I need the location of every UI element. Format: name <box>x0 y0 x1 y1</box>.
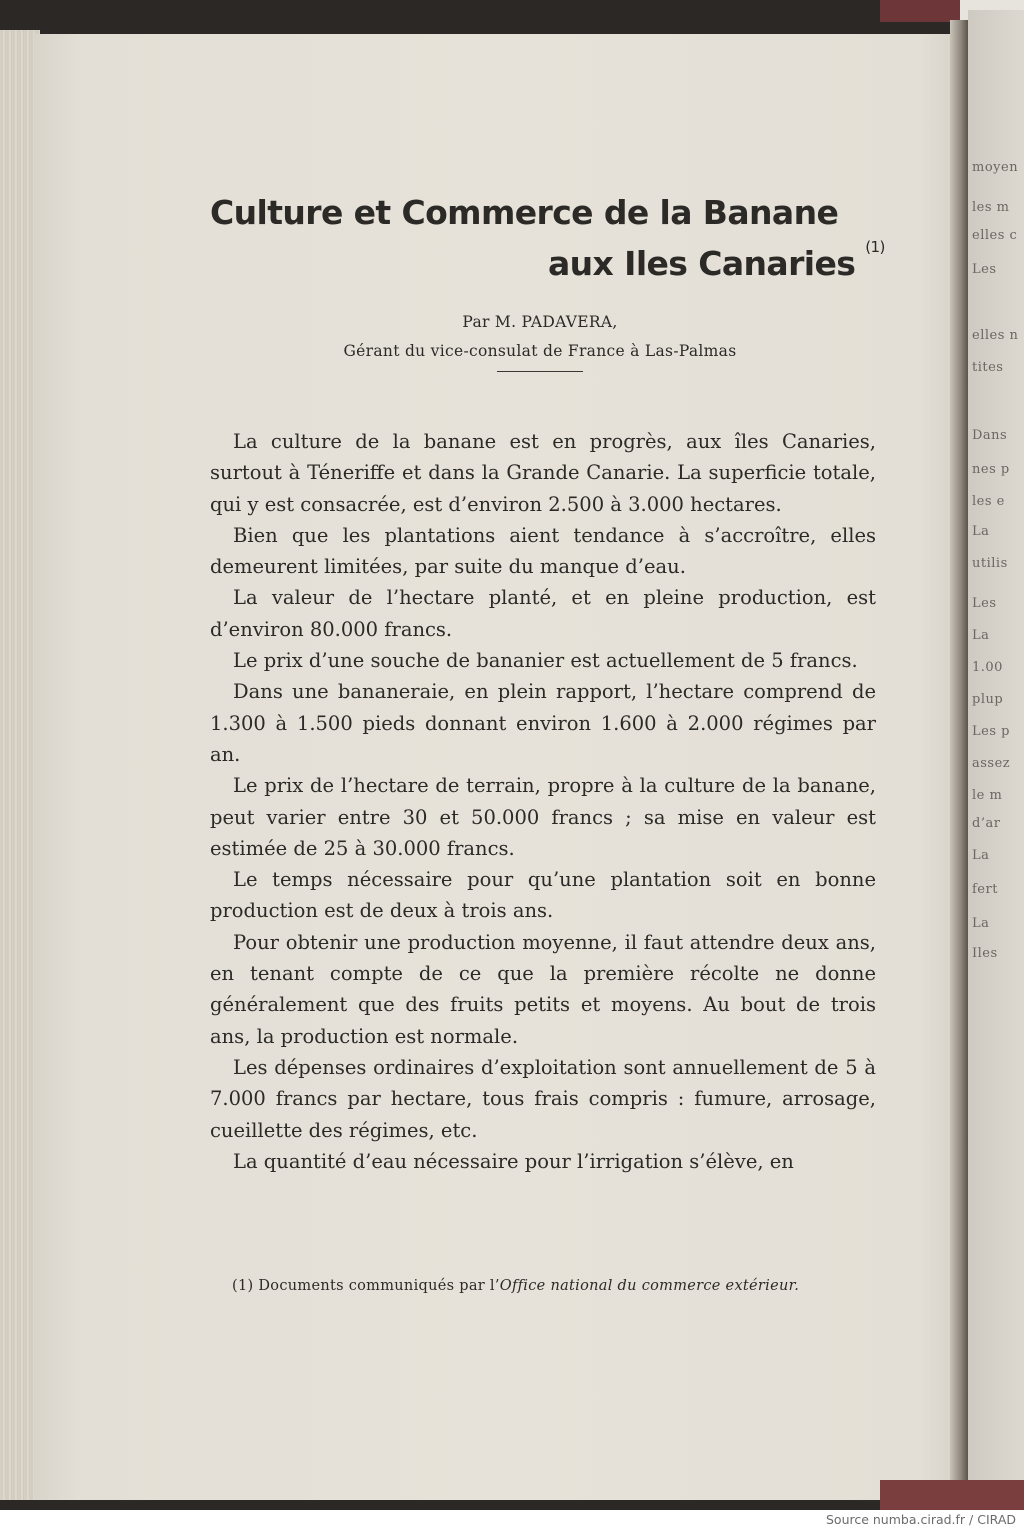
next-page-fragment: Iles <box>972 946 998 961</box>
paragraph: Pour obtenir une production moyenne, il faut attendre deux ans, en tenant compte de ce que la première récolte ne donne généralement que des fruits petits et moyens. Au bout de trois ans, la production est normale. <box>210 930 876 1048</box>
title-line-2 <box>548 238 885 283</box>
author-role: Gérant du vice-consulat de France à Las-Palmas <box>343 342 737 360</box>
next-page-fragment: La <box>972 848 990 863</box>
title-line-2-text: aux Iles Canaries <box>548 244 856 283</box>
title-note-ref: (1) <box>865 238 885 256</box>
paragraph: La quantité d’eau nécessaire pour l’irrigation s’élève, en <box>233 1149 794 1173</box>
next-page-fragment: les e <box>972 494 1005 509</box>
paragraph: Les dépenses ordinaires d’exploitation sont annuellement de 5 à 7.000 francs par hectare, tous frais compris : fumure, arrosage, cueillette des régimes, etc. <box>210 1055 876 1142</box>
paragraph: Dans une bananeraie, en plein rapport, l’hectare comprend de 1.300 à 1.500 pieds donnant environ 1.600 à 2.000 régimes par an. <box>210 680 876 766</box>
next-page-fragment: Les <box>972 262 997 277</box>
next-page-fragment: 1.00 <box>972 660 1003 675</box>
next-page-fragment: La <box>972 524 990 539</box>
next-page-fragment: La <box>972 628 990 643</box>
paragraph: Bien que les plantations aient tendance à s’accroître, elles demeurent limitées, par suite du manque d’eau. <box>210 523 876 579</box>
next-page-fragment: plup <box>972 692 1004 707</box>
footnote-italic: Office national du commerce extérieur. <box>499 1278 800 1294</box>
paragraph: La culture de la banane est en progrès, aux îles Canaries, surtout à Téneriffe et dans la Grande Canarie. La superficie totale, qui y est consacrée, est d’environ 2.500 à 3.000 hectares. <box>210 430 876 516</box>
next-page-fragment: elles c <box>972 228 1018 243</box>
footnote-marker: (1) <box>232 1278 254 1294</box>
next-page-fragment: fert <box>972 882 998 897</box>
footnote <box>232 1278 799 1294</box>
paragraph: La valeur de l’hectare planté, et en pleine production, est d’environ 80.000 francs. <box>210 586 876 641</box>
binding-bottom <box>880 1480 1024 1510</box>
next-page-fragment: d’ar <box>972 816 1001 831</box>
next-page-fragment: La <box>972 916 990 931</box>
author-name: Par M. PADAVERA, <box>462 313 618 331</box>
title-line-1: Culture et Commerce de la Banane <box>210 193 839 232</box>
next-page-fragment: utilis <box>972 556 1008 571</box>
title-rule <box>497 371 583 372</box>
next-page-fragment: les m <box>972 200 1010 215</box>
next-page-fragment: Dans <box>972 428 1008 443</box>
article-body <box>210 426 876 1177</box>
paragraph: Le prix de l’hectare de terrain, propre à la culture de la banane, peut varier entre 30 et 50.000 francs ; sa mise en valeur est estimée de 25 à 30.000 francs. <box>210 774 876 860</box>
next-page-fragment: Les <box>972 596 997 611</box>
source-credit: Source numba.cirad.fr / CIRAD <box>825 1512 1016 1527</box>
next-page-fragment: nes p <box>972 462 1010 477</box>
next-page-fragment: assez <box>972 756 1011 771</box>
paragraph: Le prix d’une souche de bananier est actuellement de 5 francs. <box>233 649 858 673</box>
paragraph: Le temps nécessaire pour qu’une plantation soit en bonne production est de deux à trois ans. <box>210 868 876 923</box>
footnote-text: Documents communiqués par l’ <box>258 1278 500 1294</box>
next-page <box>968 10 1024 1510</box>
next-page-fragment: elles n <box>972 328 1019 343</box>
next-page-fragment: le m <box>972 788 1003 803</box>
next-page-fragment: moyen <box>972 160 1019 175</box>
next-page-fragment: tites <box>972 360 1004 375</box>
gutter <box>950 20 968 1510</box>
next-page-fragment: Les p <box>972 724 1010 739</box>
